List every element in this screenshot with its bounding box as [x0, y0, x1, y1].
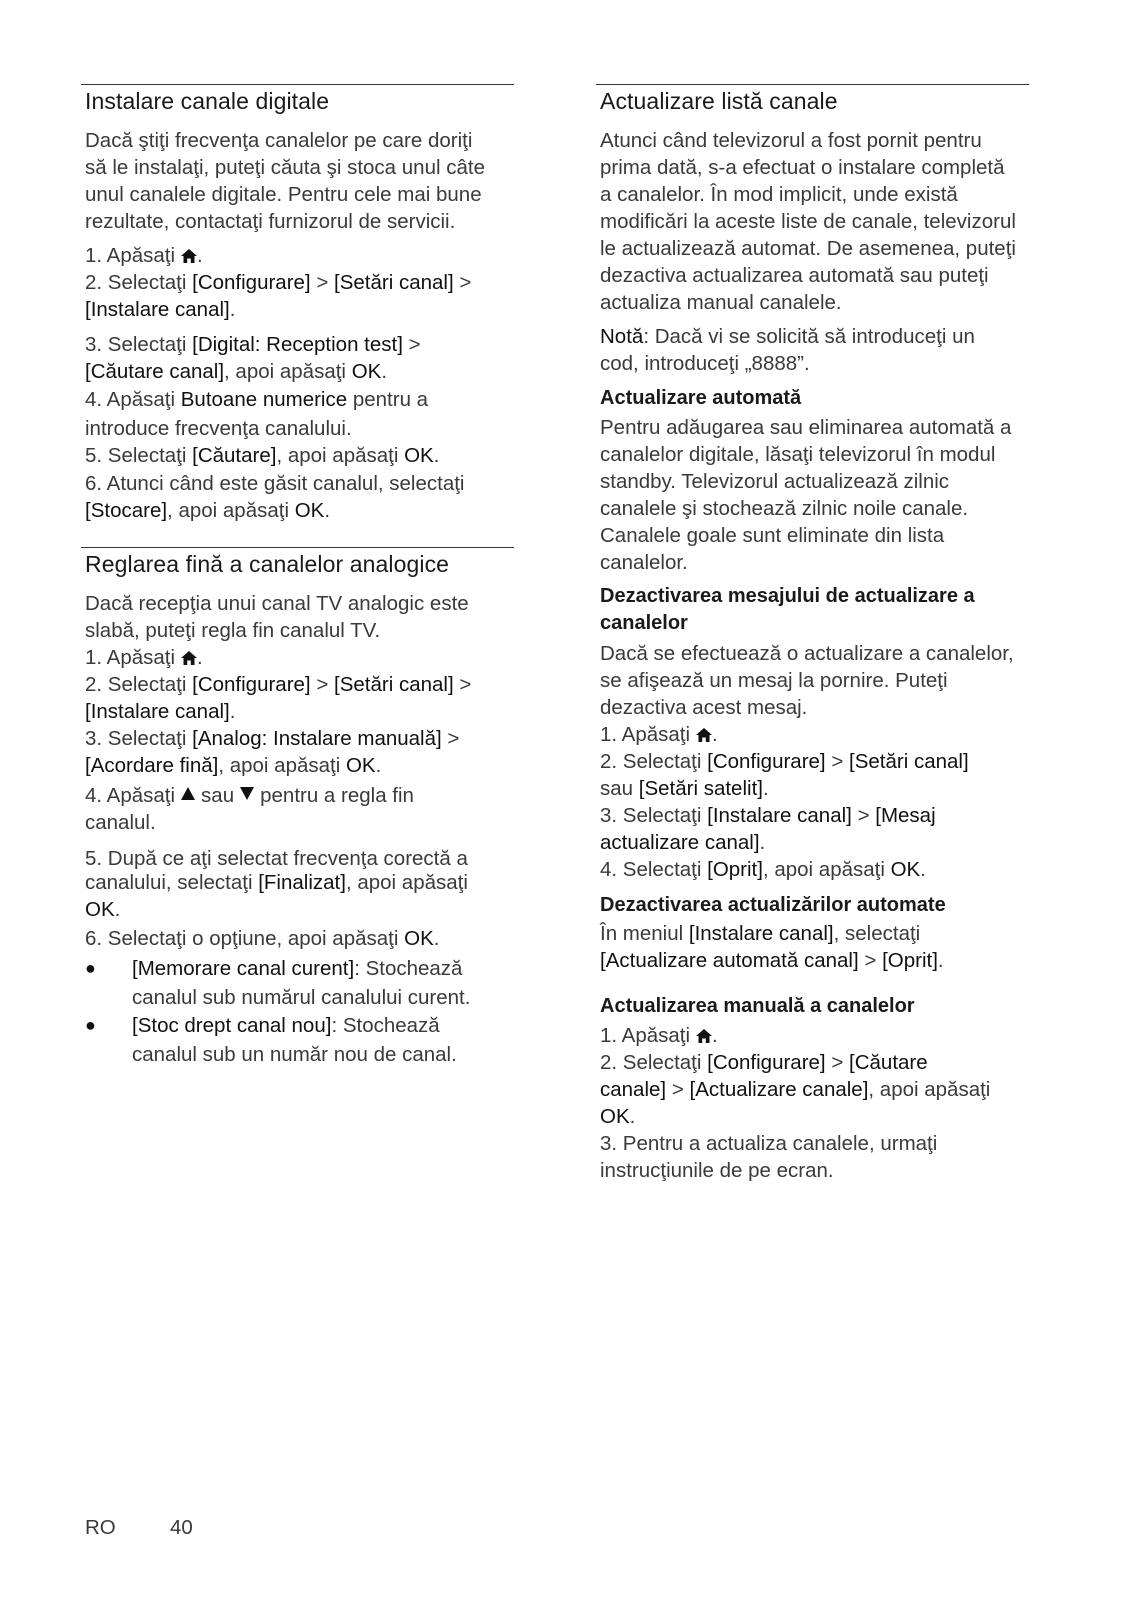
- intro-digital: Dacă ştiţi frecvenţa canalelor pe care doriţi să le instalaţi, puteţi căuta şi stoca unul câte unul canalele digitale. Pentru cele mai bune rezultate, contactaţi furnizorul de servicii.: [85, 129, 485, 233]
- subtitle-disable-message: Dezactivarea mesajului de actualizare a canalelor: [600, 585, 975, 634]
- step-1: 1. Apăsaţi . 2. Selectaţi [Configurare] > [Setări canal] > [Instalare canal].: [85, 244, 472, 321]
- note: Notă: Dacă vi se solicită să introduceţi un cod, introduceţi „8888”.: [600, 325, 975, 375]
- down-arrow-icon: [240, 787, 254, 800]
- home-icon: [696, 1029, 712, 1043]
- section-divider: [81, 84, 514, 85]
- intro-analog: Dacă recepţia unui canal TV analogic este slabă, puteţi regla fin canalul TV.: [85, 592, 469, 642]
- section-title-update: Actualizare listă canale: [600, 88, 838, 114]
- section-title-digital: Instalare canale digitale: [85, 88, 330, 114]
- home-icon: [181, 249, 197, 263]
- bullet-icon: ●: [85, 1015, 96, 1035]
- home-icon: [181, 651, 197, 665]
- step-6: 6. Atunci când este găsit canalul, selectaţi [Stocare], apoi apăsaţi OK.: [85, 472, 465, 522]
- home-icon: [696, 728, 712, 742]
- auto-update-text: Pentru adăugarea sau eliminarea automată a canalelor digitale, lăsaţi televizorul în modul standby. Televizorul actualizează zilnic canalele şi stochează zilnic noile canale. Canalele goale sunt eliminate din lista canalelor.: [600, 416, 1012, 574]
- step-3: 3. Selectaţi [Digital: Reception test] > [Căutare canal], apoi apăsaţi OK.: [85, 333, 421, 383]
- disable-message-text: Dacă se efectuează o actualizare a canalelor, se afişează un mesaj la pornire. Puteţi dezactiva acest mesaj. 1. Apăsaţi . 2. Selectaţi [Configurare] > [Setări canal] sau [Setări satelit]. 3. Selectaţi [Instalare canal] > [Mesaj actualizare canal]. 4. Selectaţi [Oprit], apoi apăsaţi OK.: [600, 642, 1014, 881]
- up-arrow-icon: [181, 787, 195, 800]
- analog-step-6: 6. Selectaţi o opţiune, apoi apăsaţi OK.: [85, 927, 440, 950]
- subtitle-disable-auto: Dezactivarea actualizărilor automate: [600, 894, 946, 916]
- section-divider: [81, 547, 514, 548]
- section-title-analog: Reglarea fină a canalelor analogice: [85, 551, 450, 577]
- manual-update-steps: 1. Apăsaţi . 2. Selectaţi [Configurare] > [Căutare canale] > [Actualizare canale], apoi apăsaţi OK. 3. Pentru a actualiza canalele, urmaţi instrucţiunile de pe ecran.: [600, 1024, 991, 1182]
- intro-update: Atunci când televizorul a fost pornit pentru prima dată, s-a efectuat o instalare completă a canalelor. În mod implicit, unde există modificări la aceste liste de canale, televizorul le actualizează automat. De asemenea, puteţi dezactiva actualizarea automată sau puteţi actualiza manual canalele.: [600, 129, 1016, 314]
- section-divider: [596, 84, 1029, 85]
- analog-step-4: 4. Apăsaţi sau pentru a regla fin canalul.: [85, 784, 414, 834]
- subtitle-auto-update: Actualizare automată: [600, 387, 802, 409]
- disable-auto-text: În meniul [Instalare canal], selectaţi [Actualizare automată canal] > [Oprit].: [600, 922, 944, 972]
- analog-step-5: 5. După ce aţi selectat frecvenţa corectă a canalului, selectaţi [Finalizat], apoi apăsaţi OK.: [85, 847, 468, 921]
- step-4: 4. Apăsaţi Butoane numerice pentru a introduce frecvenţa canalului.: [85, 388, 429, 440]
- subtitle-manual-update: Actualizarea manuală a canalelor: [600, 995, 915, 1017]
- analog-steps-1-3: 1. Apăsaţi . 2. Selectaţi [Configurare] > [Setări canal] > [Instalare canal]. 3. Selectaţi [Analog: Instalare manuală] > [Acordare fină], apoi apăsaţi OK.: [85, 646, 472, 777]
- step-5: 5. Selectaţi [Căutare], apoi apăsaţi OK.: [85, 444, 440, 467]
- bullet-icon: ●: [85, 958, 96, 978]
- footer-language: RO: [85, 1516, 116, 1539]
- page-number: 40: [170, 1516, 193, 1539]
